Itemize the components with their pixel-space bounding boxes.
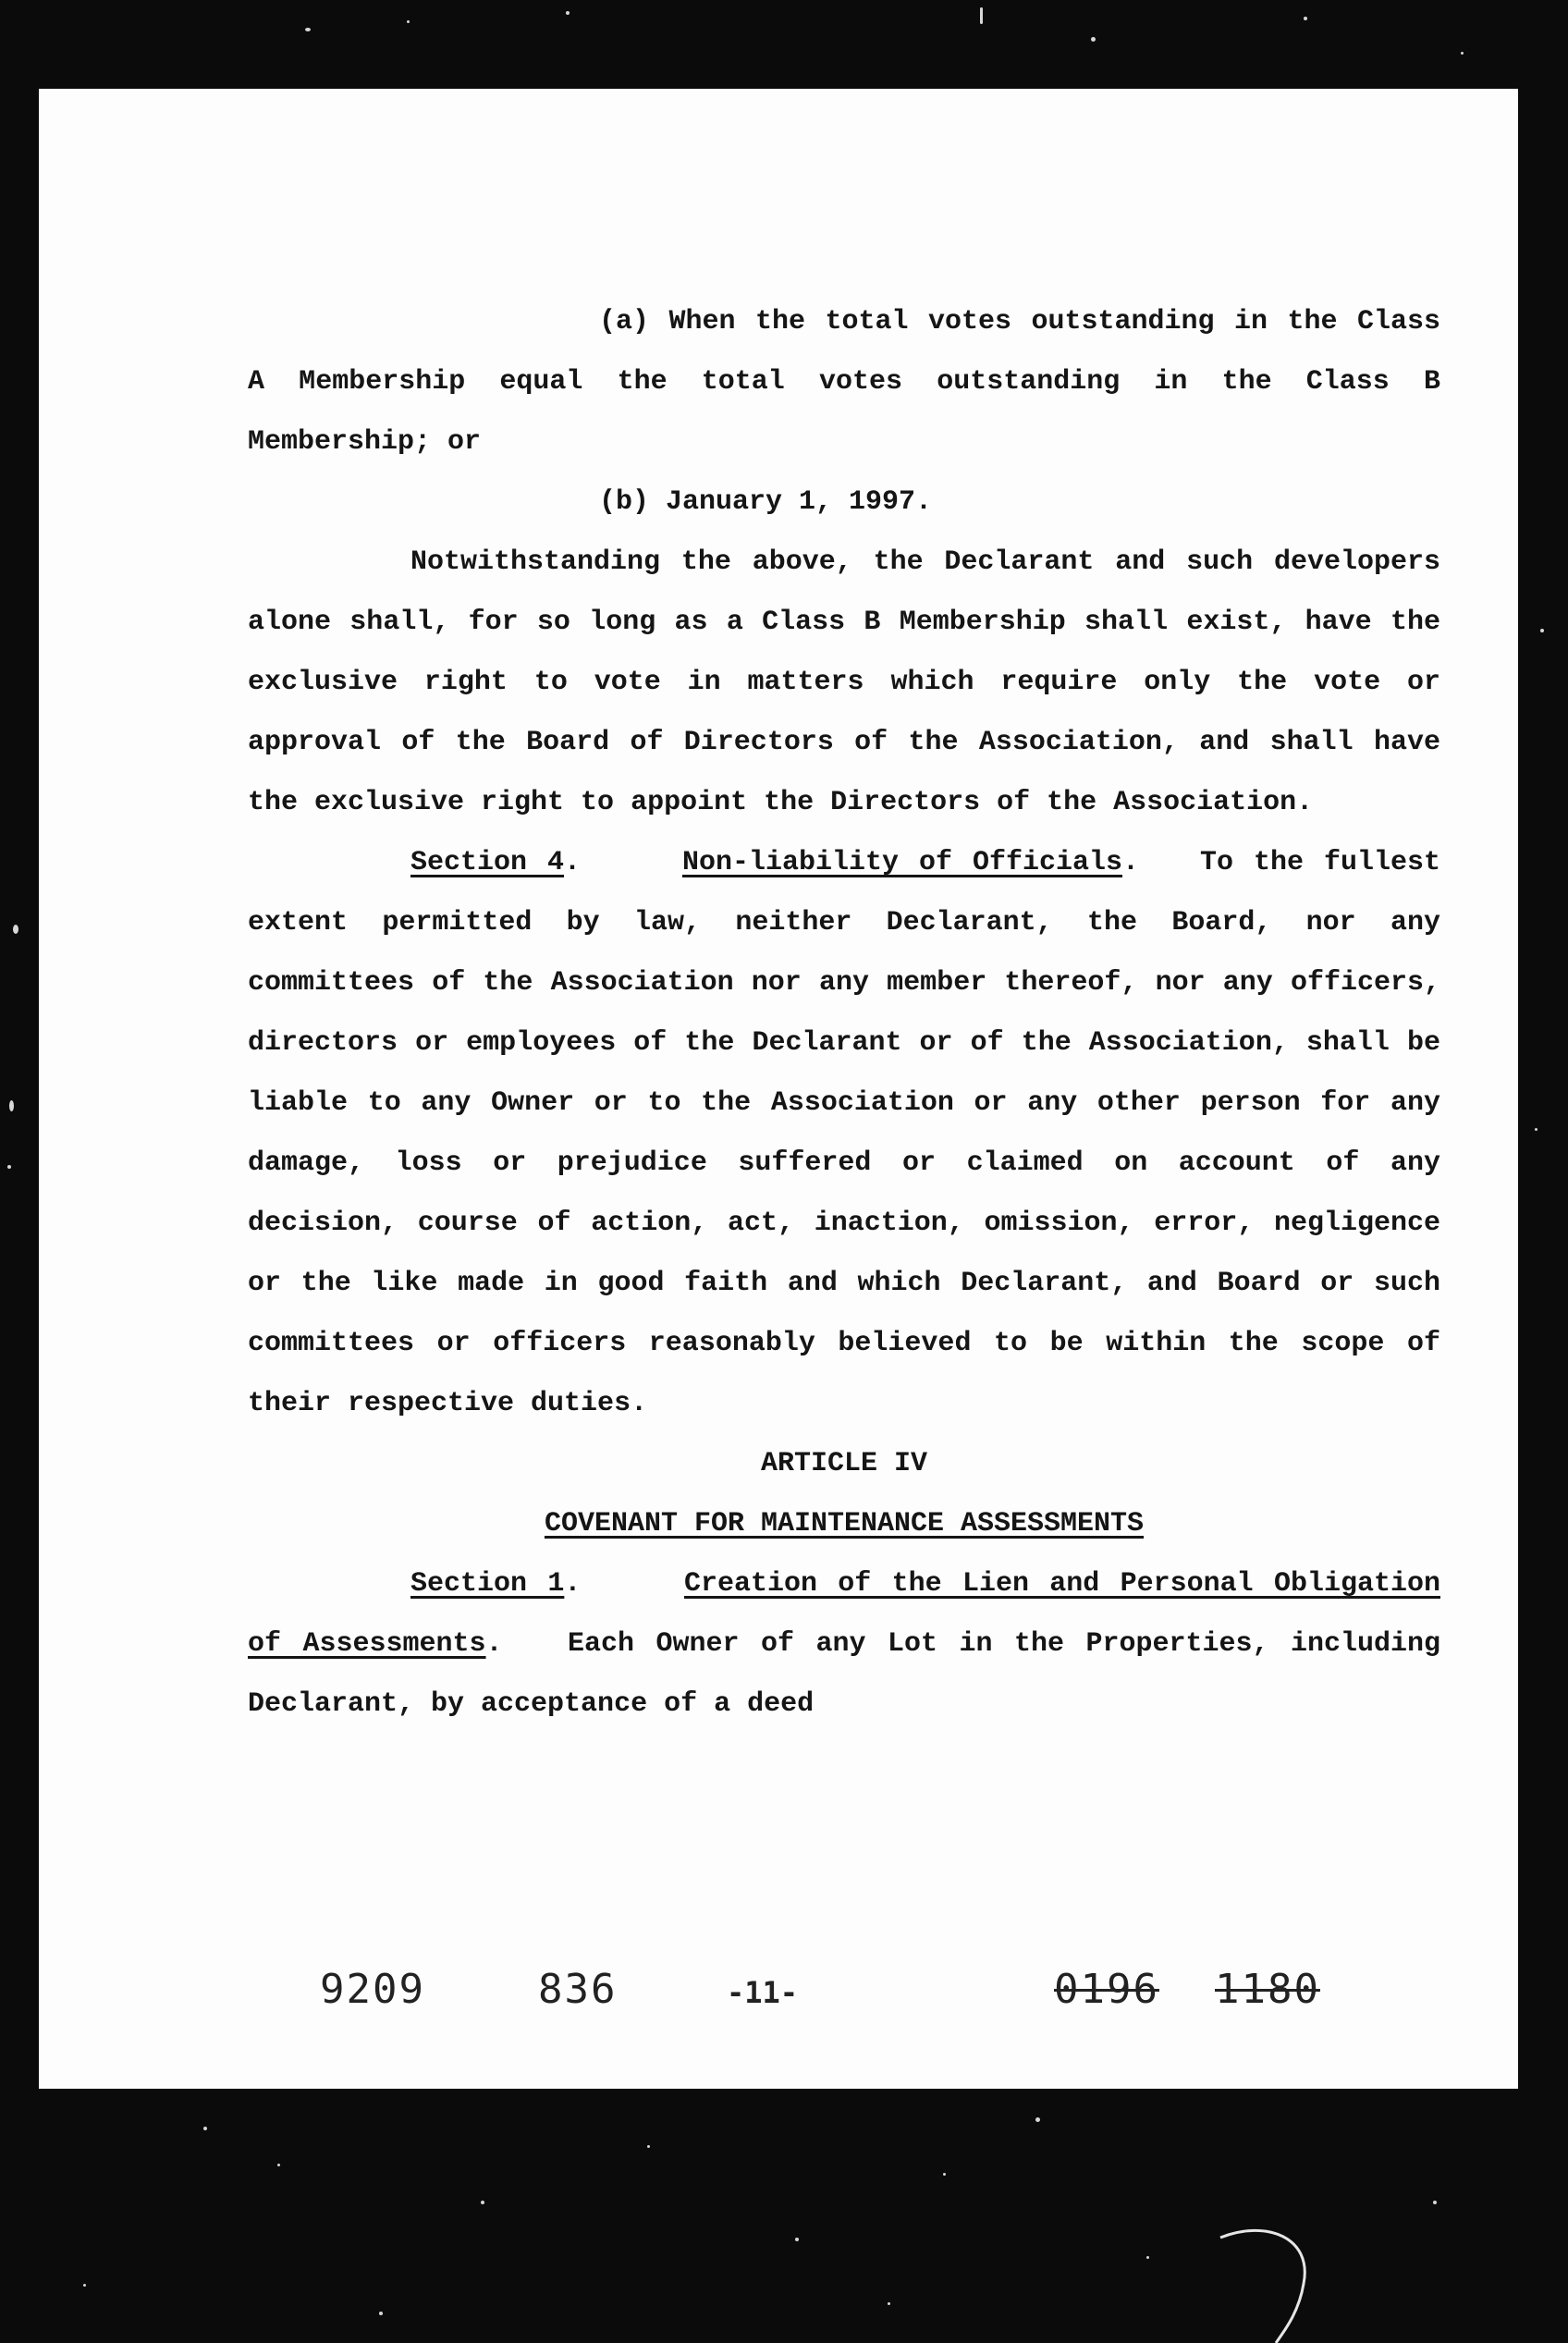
- section-4-title: Non-liability of Officials: [681, 847, 1123, 878]
- section-1-label: Section 1: [410, 1568, 565, 1600]
- section-4-label: Section 4: [410, 847, 565, 878]
- stamp-number-2: 836: [538, 1966, 618, 2013]
- section-4-body: To the fullest extent permitted by law, neither Declarant, the Board, nor any committees of the Association nor any member thereof, nor any officers, directors or employees of the Declarant or of the Association, shall be liable to any Owner or to the Association or any other person for any damage, loss or prejudice suffered or claimed on account of any decision, course of action, act, inaction, omission, error, negligence or the like made in good faith and which Declarant, and Board or such committees or officers reasonably believed to be within the scope of their respective duties.: [248, 847, 1440, 1419]
- page-number: -11-: [727, 1975, 799, 2010]
- article-heading: ARTICLE IV: [760, 1448, 928, 1479]
- page-footer: [39, 1966, 1518, 2040]
- paragraph-b: (b) January 1, 1997.: [599, 486, 933, 518]
- section-1-body: Each Owner of any Lot in the Properties, including Declarant, by acceptance of a deed: [248, 1628, 1441, 1720]
- document-page: [39, 89, 1518, 2089]
- struck-number-1: 0196: [1054, 1966, 1159, 2013]
- article-title-text: COVENANT FOR MAINTENANCE ASSESSMENTS: [544, 1508, 1145, 1540]
- struck-number-2: 1180: [1215, 1966, 1320, 2013]
- article-title: [248, 1494, 1440, 1554]
- stamp-number-1: 9209: [320, 1966, 425, 2013]
- section-4-paragraph: Section 4. Non-liability of Officials. To the fullest extent permitted by law, neither Declarant, the Board, nor any committees of the Association nor any member thereof, nor any officers, directors or employees of the Declarant or of the Association, shall be liable to any Owner or to the Association or any other person for any damage, loss or prejudice suffered or claimed on account of any decision, course of action, act, inaction, omission, error, negligence or the like made in good faith and which Declarant, and Board or such committees or officers reasonably believed to be within the scope of their respective duties.: [248, 847, 1440, 1419]
- document-body: [248, 292, 1440, 1735]
- paragraph-notwithstanding: Notwithstanding the above, the Declarant and such developers alone shall, for so long as a Class B Membership shall exist, have the exclusive right to vote in matters which require only the vote or approval of the Board of Directors of the Association, and shall have the exclusive right to appoint the Directors of the Association.: [248, 546, 1440, 818]
- paragraph-a: (a) When the total votes outstanding in the Class A Membership equal the total votes outstanding in the Class B Membership; or: [248, 306, 1440, 458]
- scan-artifact-curve: [1202, 2219, 1350, 2343]
- section-1-title: Creation of the Lien and Personal Obligation of Assessments: [248, 1568, 1440, 1660]
- section-1-paragraph: Section 1. Creation of the Lien and Personal Obligation of Assessments. Each Owner of any Lot in the Properties, including Declarant, by acceptance of a deed: [248, 1568, 1441, 1720]
